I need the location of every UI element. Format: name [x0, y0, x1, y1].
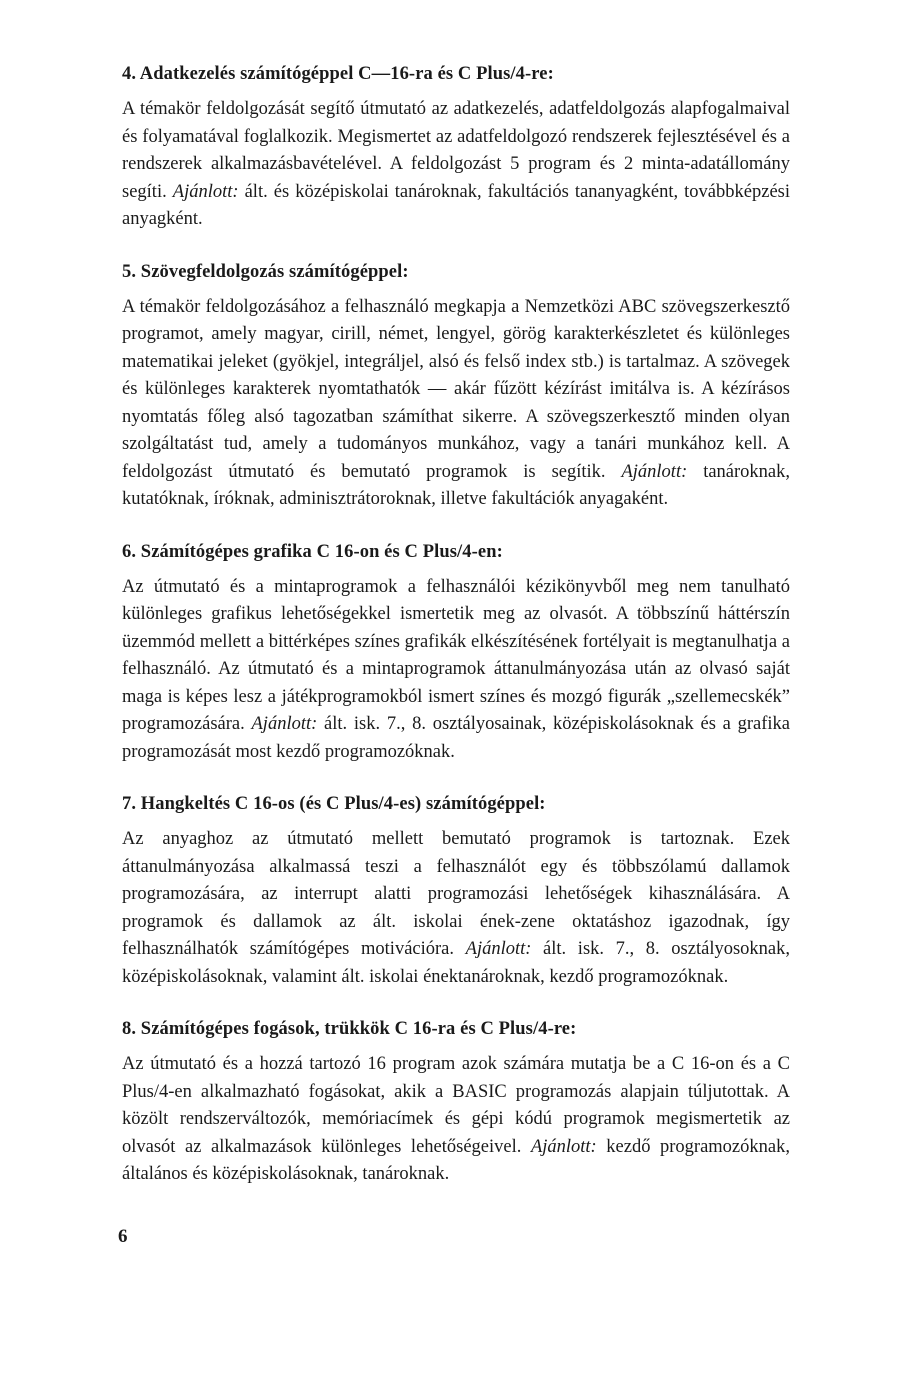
- section-body: [122, 1051, 790, 1189]
- body-text: ált. és középiskolai tanároknak, fakultációs tananyagként, továbbképzési anyagként.: [122, 181, 790, 229]
- body-text: Az anyaghoz az útmutató mellett bemutató programok is tartoznak. Ezek áttanulmányozása alkalmassá teszi a felhasználót egy és többszólamú dallamok programozására, az interrupt alatti programozási lehetőségek kihasználására. A programok és dallamok az ált. iskolai ének-zene oktatáshoz igazodnak, így felhasználhatók számítógépes motivációra.: [122, 829, 790, 959]
- section-body: [122, 96, 790, 234]
- section-7: [122, 790, 790, 991]
- section-heading: 7. Hangkeltés C 16-os (és C Plus/4-es) számítógéppel:: [122, 794, 546, 814]
- section-8: [122, 1015, 790, 1189]
- page-number: 6: [118, 1226, 128, 1247]
- body-text: ált. isk. 7., 8. osztályosoknak, középiskolásoknak, valamint ált. iskolai énektanároknak, kezdő programozóknak.: [122, 939, 790, 987]
- recommended-label: Ajánlott:: [251, 714, 318, 734]
- body-text: Az útmutató és a hozzá tartozó 16 program azok számára mutatja be a C 16-on és a C Plus/4-en alkalmazható fogásokat, akik a BASIC programozás alapjain túljutottak. A közölt rendszerváltozók, memóriacímek és gépi kódú programok megismertetik az olvasót az alkalmazások különleges lehetőségeivel.: [122, 1054, 790, 1157]
- recommended-label: Ajánlott:: [172, 181, 239, 202]
- section-body: [122, 826, 790, 991]
- section-heading: 6. Számítógépes grafika C 16-on és C Plus/4-en:: [122, 541, 503, 562]
- recommended-label: Ajánlott:: [530, 1136, 597, 1157]
- body-text: Az útmutató és a mintaprogramok a felhasználói kézikönyvből meg nem tanulható különleges grafikus lehetőségekkel ismertetik meg az olvasót. A többszínű háttérszín üzemmód mellett a bittérképes színes grafikák elkészítésének fortélyait is megtanulhatja a felhasználó. Az útmutató és a mintaprogramok áttanulmányozása után az olvasó saját maga is képes lesz a játékprogramokból ismert színes és mozgó figurák „szellemecskék” programozására.: [122, 576, 790, 734]
- section-4: [122, 60, 790, 234]
- section-6: [122, 538, 790, 767]
- section-heading: 5. Szövegfeldolgozás számítógéppel:: [122, 261, 409, 282]
- section-body: [122, 294, 790, 514]
- body-text: kezdő programozóknak, általános és középiskolásoknak, tanároknak.: [122, 1136, 790, 1184]
- section-5: [122, 258, 790, 514]
- section-heading: 8. Számítógépes fogások, trükkök C 16-ra és C Plus/4-re:: [122, 1019, 577, 1039]
- body-text: ált. isk. 7., 8. osztályosainak, középiskolásoknak és a grafika programozását most kezdő programozóknak.: [122, 714, 790, 762]
- section-heading: 4. Adatkezelés számítógéppel C—16-ra és C Plus/4-re:: [122, 64, 554, 84]
- recommended-label: Ajánlott:: [621, 461, 688, 482]
- document-page: [122, 60, 790, 1213]
- body-text: A témakör feldolgozását segítő útmutató az adatkezelés, adatfeldolgozás alapfogalmaival és folyamatával foglalkozik. Megismertet az adatfeldolgozó rendszerek fejlesztésével és a rendszerek alkalmazásbavételével. A feldolgozást 5 program és 2 minta-adatállomány segíti.: [122, 99, 790, 202]
- body-text: A témakör feldolgozásához a felhasználó megkapja a Nemzetközi ABC szövegszerkesztő programot, amely magyar, cirill, német, lengyel, görög karakterkészletet és különleges matematikai jeleket (gyökjel, integráljel, alsó és felső index stb.) is tartalmaz. A szövegek és különleges karakterek nyomtathatók — akár fűzött kézírást imitálva is. A kézírásos nyomtatás főleg alsó tagozatban számíthat sikerre. A szövegszerkesztő minden olyan szolgáltatást tud, amely a tudományos munkához, vagy a tanári munkához kell. A feldolgozást útmutató és bemutató programok is segítik.: [122, 296, 790, 482]
- recommended-label: Ajánlott:: [465, 939, 532, 959]
- body-text: tanároknak, kutatóknak, íróknak, adminisztrátoroknak, illetve fakultációk anyagaként.: [122, 461, 790, 509]
- section-body: [122, 574, 790, 767]
